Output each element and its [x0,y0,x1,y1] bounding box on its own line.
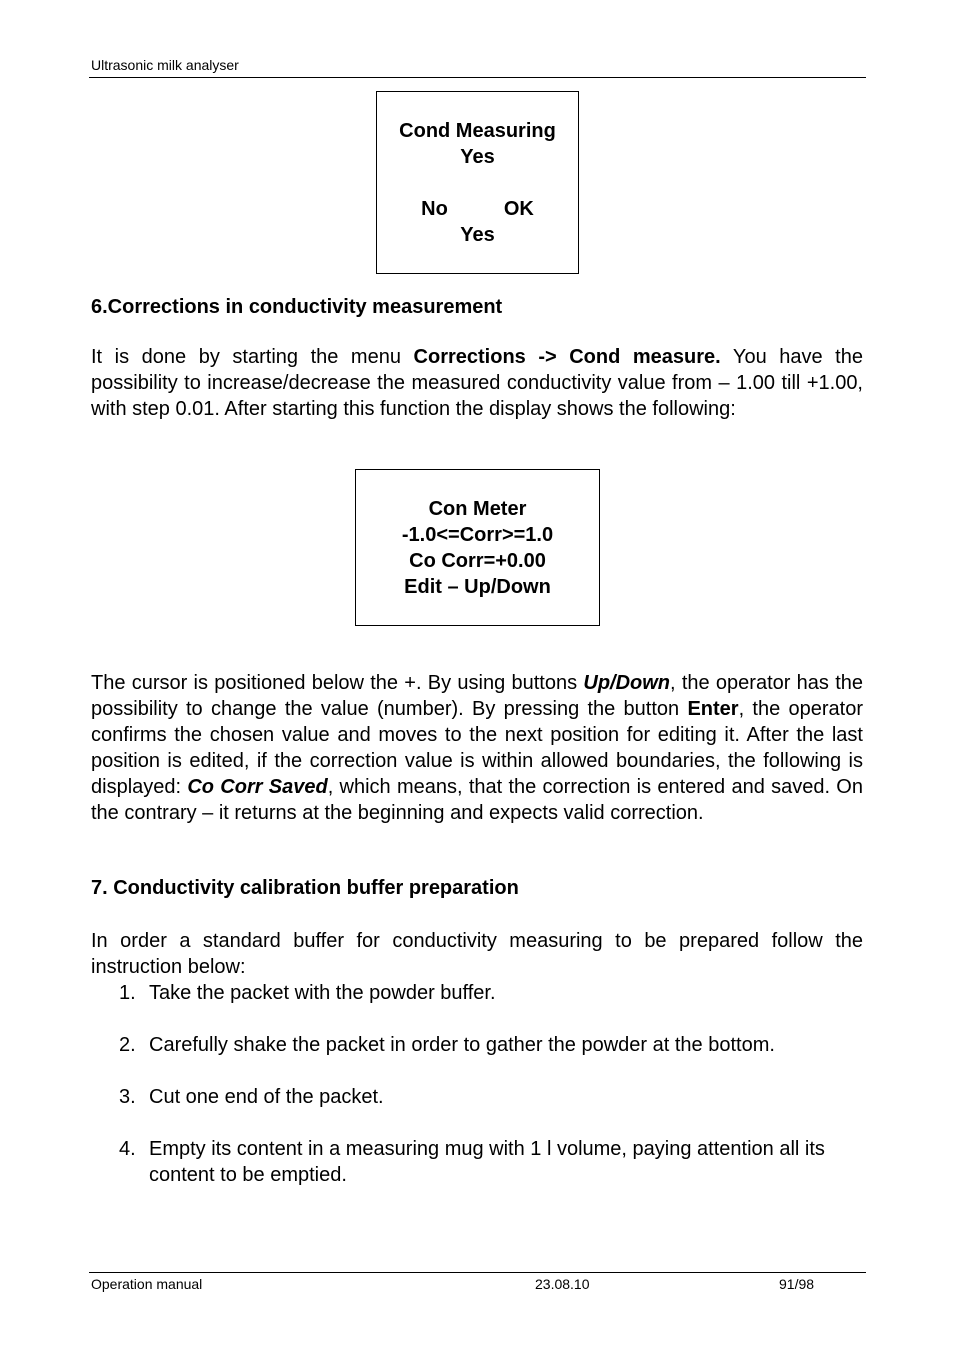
list-item: 3. Cut one end of the packet. [119,1086,384,1108]
button-name-enter: Enter [687,698,739,720]
paragraph-cursor: The cursor is positioned below the +. By using buttons Up/Down, the operator has the possibility to change the value (number). By pressing the button Enter, the operator confirms the chosen value and moves to the next position for editing it. After the last position is edited, if the correction value is within allowed boundaries, the following is displayed: Co Corr Saved, which means, that the correction is entered and saved. On the contrary – it returns at the beginning and expects valid correction. [91,672,863,824]
section-heading-7: 7. Conductivity calibration buffer preparation [91,877,519,899]
display-line: -1.0<=Corr>=1.0 [401,524,554,546]
instruction-list [91,980,863,1188]
header-rule [89,77,866,78]
message-co-corr-saved: Co Corr Saved [187,776,328,798]
footer-date: 23.08.10 [535,1276,590,1292]
display-line: Edit – Up/Down [404,576,551,598]
section-heading-6: 6.Corrections in conductivity measurement [91,296,503,318]
display-option-ok: OK [503,198,534,220]
menu-path: Corrections -> Cond measure. [413,346,721,368]
button-name-updown: Up/Down [583,672,671,694]
paragraph-buffer-intro: In order a standard buffer for conductivity measuring to be prepared follow the instruction below: [91,930,863,978]
display-line: Con Meter [428,498,527,520]
display-line: Yes [460,146,495,168]
footer-page-number: 91/98 [779,1276,815,1292]
display-option-no: No [421,198,448,220]
display-line: Co Corr=+0.00 [409,550,546,572]
display-line: Yes [460,224,495,246]
list-item: 1. Take the packet with the powder buffer. [119,982,496,1004]
list-item: 2. Carefully shake the packet in order to gather the powder at the bottom. [119,1034,775,1056]
display-con-meter [355,469,600,626]
display-cond-measuring [376,91,579,274]
running-header: Ultrasonic milk analyser [91,57,239,73]
list-item: 4. Empty its content in a measuring mug with 1 l volume, paying attention all its content to be emptied. [119,1138,825,1186]
display-options-row [377,196,578,222]
footer-doc-title: Operation manual [91,1276,203,1292]
paragraph-corrections: It is done by starting the menu Corrections -> Cond measure. You have the possibility to increase/decrease the measured conductivity value from – 1.00 till +1.00, with step 0.01. After starting this function the display shows the following: [91,346,863,420]
footer-rule [89,1272,866,1273]
display-line: Cond Measuring [399,120,556,142]
